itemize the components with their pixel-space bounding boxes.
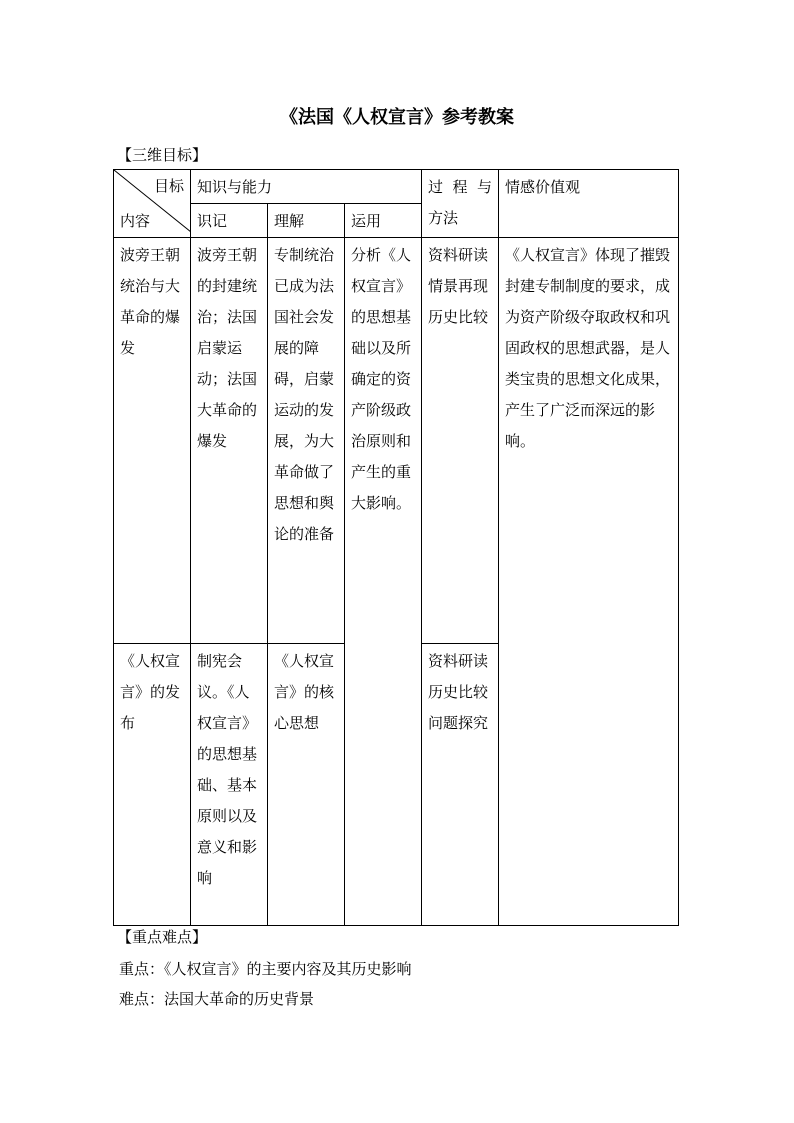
row-understand-cell (268, 238, 345, 644)
header-process-method (422, 170, 499, 238)
header-apply: 运用 (345, 204, 422, 238)
row-content-cell (114, 644, 191, 926)
header-emotion-values: 情感价值观 (499, 170, 679, 238)
row-remember-cell (191, 644, 268, 926)
row-content: 《人权宣言》的发布 (120, 652, 181, 732)
diagonal-header-cell (114, 170, 191, 238)
row-understand: 《人权宣言》的核心思想 (274, 652, 335, 732)
row-remember: 波旁王朝的封建统治；法国启蒙运动；法国大革命的爆发 (197, 246, 258, 450)
header-understand: 理解 (268, 204, 345, 238)
apply-merged-text: 分析《人权宣言》的思想基础以及所确定的资产阶级政治原则和产生的重大影响。 (351, 246, 412, 512)
row-process-cell (422, 238, 499, 644)
row-process: 资料研读 情景再现 历史比较 (428, 246, 489, 326)
emotion-merged-text: 《人权宣言》体现了摧毁封建专制制度的要求，成为资产阶级夺取政权和巩固政权的思想武器，是人类宝贵的思想文化成果，产生了广泛而深远的影响。 (505, 246, 671, 450)
emotion-merged-cell (499, 238, 679, 926)
section-heading-key-points: 【重点难点】 (117, 928, 208, 946)
row-content-cell (114, 238, 191, 644)
row-remember: 制宪会议。《人权宣言》的思想基础、基本原则以及意义和影响 (197, 652, 258, 887)
diagonal-header-content: 内容 (120, 212, 151, 230)
row-understand: 专制统治已成为法国社会发展的障碍，启蒙运动的发展，为大革命做了思想和舆论的准备 (274, 246, 335, 543)
difficult-point-line: 难点：法国大革命的历史背景 (119, 990, 315, 1008)
header-knowledge-ability: 知识与能力 (191, 170, 422, 204)
row-understand-cell (268, 644, 345, 926)
key-point-line: 重点：《人权宣言》的主要内容及其历史影响 (119, 960, 412, 978)
row-content: 波旁王朝统治与大革命的爆发 (120, 246, 181, 357)
section-heading-goals: 【三维目标】 (117, 146, 208, 164)
apply-merged-cell (345, 238, 422, 926)
row-process: 资料研读 历史比较 问题探究 (428, 652, 489, 732)
row-remember-cell (191, 238, 268, 644)
page-title: 《法国《人权宣言》参考教案 (280, 107, 514, 128)
goals-table (113, 169, 679, 926)
row-process-cell (422, 644, 499, 926)
table-row (114, 238, 679, 644)
header-remember: 识记 (191, 204, 268, 238)
table-header-row-1 (114, 170, 679, 204)
header-process-method-text: 过 程 与 方法 (428, 178, 493, 227)
diagonal-header-goal: 目标 (153, 177, 184, 195)
